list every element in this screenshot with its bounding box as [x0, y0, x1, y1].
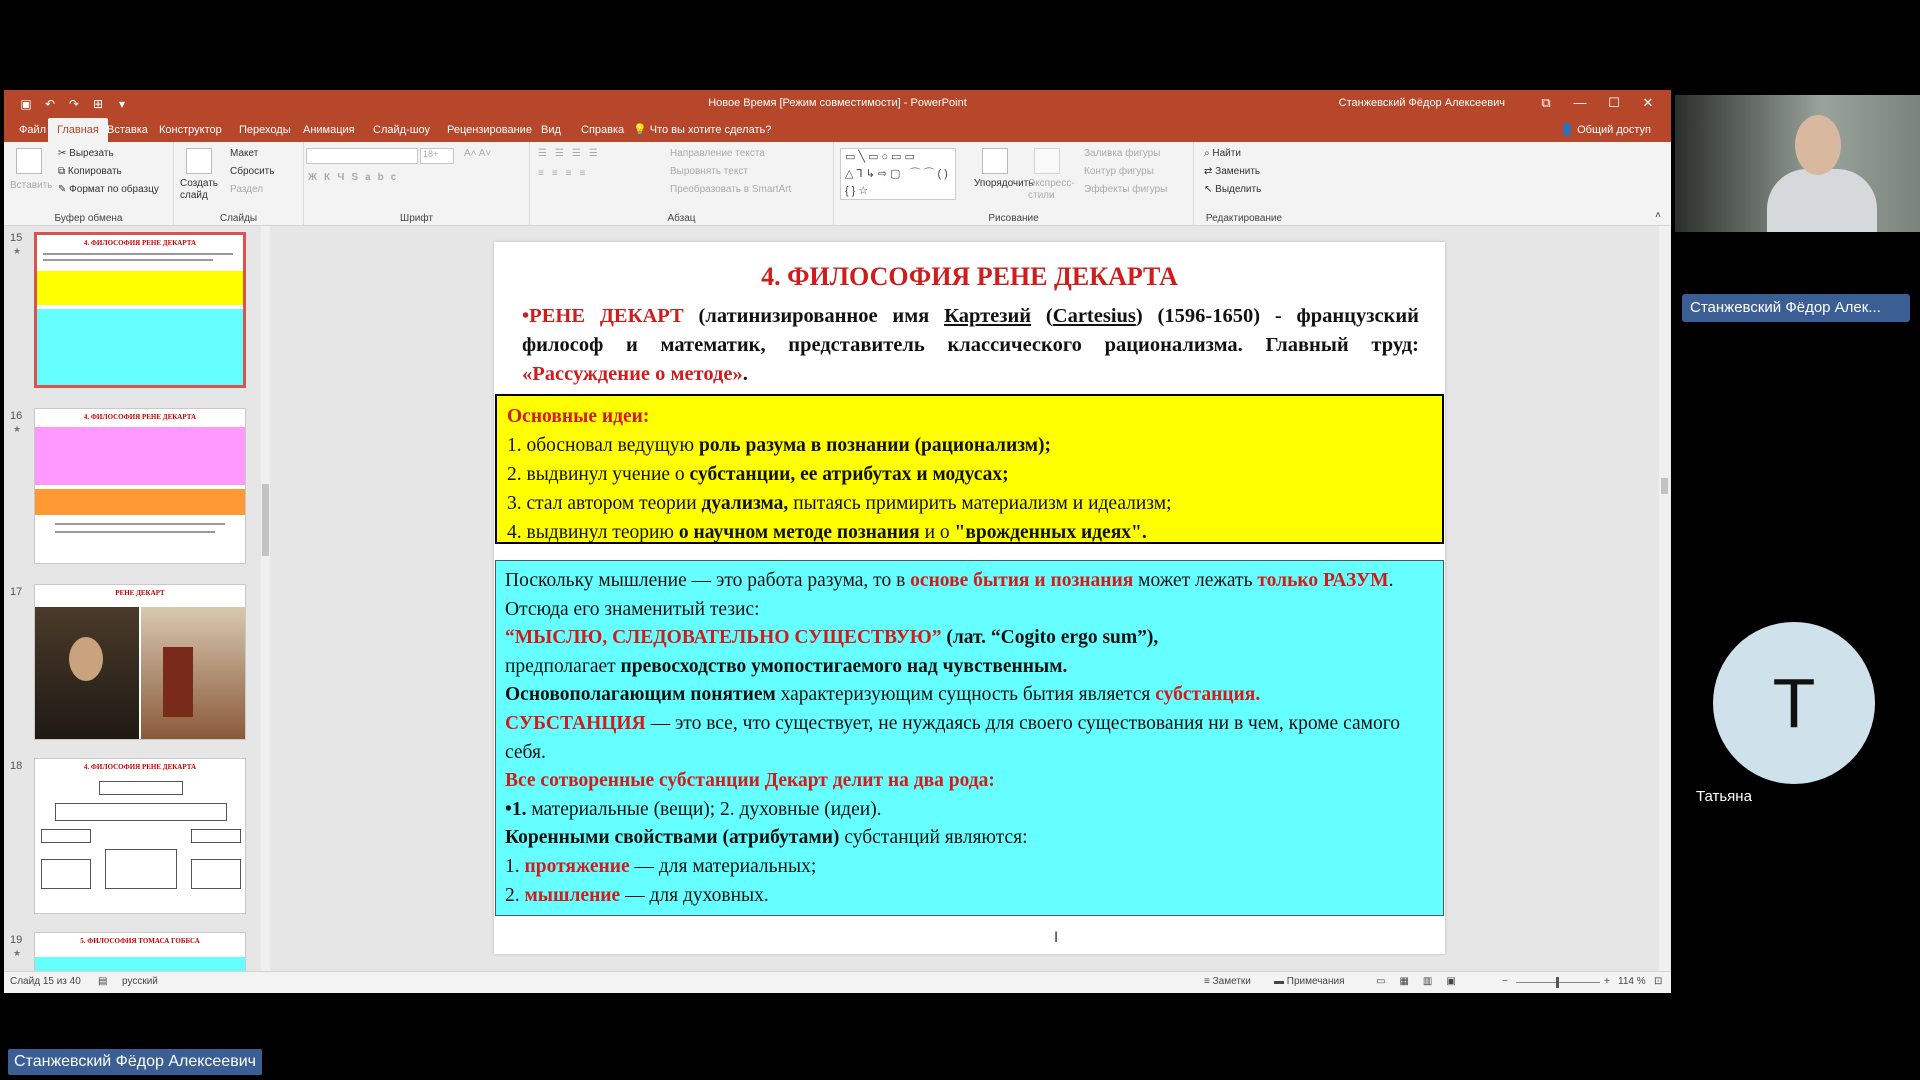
group-label-clipboard: Буфер обмена [54, 213, 123, 224]
tab-animations[interactable]: Анимация [303, 124, 355, 136]
main-ideas-box [495, 394, 1444, 544]
zoom-level[interactable]: 114 % [1618, 976, 1646, 987]
body-highlight: только РАЗУМ [1257, 570, 1389, 591]
slide-canvas[interactable] [494, 242, 1445, 954]
person-face [1795, 115, 1841, 175]
animation-star-icon: ★ [13, 424, 22, 434]
format-painter-label: Формат по образцу [69, 184, 159, 195]
body-text: субстанций являются: [839, 827, 1028, 849]
diagram-box [55, 803, 227, 821]
paste-icon[interactable] [16, 148, 42, 174]
thumb-line [55, 531, 215, 533]
portrait-image [35, 607, 139, 739]
body-highlight: “МЫСЛЮ, СЛЕДОВАТЕЛЬНО СУЩЕСТВУЮ” [505, 627, 942, 649]
idea-bold: дуализма, [701, 493, 789, 514]
thumb-title: 4. ФИЛОСОФИЯ РЕНЕ ДЕКАРТА [83, 763, 197, 771]
person-icon: 👤 [1560, 124, 1575, 136]
intro-text: . [742, 363, 748, 385]
painting-image [141, 607, 245, 739]
zoom-in-icon[interactable]: + [1604, 976, 1610, 987]
thumb-cyan-block [37, 309, 243, 387]
body-highlight: Все сотворенные субстанции Декарт делит на два рода: [505, 770, 995, 792]
thumb-line [55, 523, 225, 525]
shape-effects-button[interactable]: Эффекты фигуры [1084, 184, 1168, 195]
body-highlight: мышление [524, 884, 621, 906]
font-grow-icon[interactable]: A˄ A˅ [464, 148, 492, 159]
thumbnail-slide-17[interactable] [34, 584, 246, 740]
font-size-combo[interactable]: 18+ [420, 148, 454, 164]
cogito-box [495, 560, 1444, 916]
group-label-editing: Редактирование [1205, 213, 1283, 224]
diagram-box [191, 859, 241, 889]
ideas-title: Основные идеи: [507, 406, 650, 427]
section-button[interactable]: Раздел [230, 184, 264, 195]
idea-text: и о [919, 522, 955, 543]
group-label-font: Шрифт [400, 213, 433, 224]
thumb-number: 16 [10, 410, 23, 422]
tab-review[interactable]: Рецензирование [447, 124, 532, 136]
slide-thumbnails-pane [4, 226, 270, 971]
group-clipboard [4, 142, 174, 226]
thumbnail-slide-15[interactable] [34, 232, 246, 388]
participant-camera-video [1675, 95, 1920, 232]
intro-name: •РЕНЕ ДЕКАРТ [522, 305, 684, 327]
tab-transitions[interactable]: Переходы [239, 124, 291, 136]
start-slideshow-icon[interactable]: ⊞ [92, 97, 104, 111]
powerpoint-window [4, 90, 1671, 993]
ribbon-home [4, 142, 1671, 226]
idea-3 [507, 489, 1432, 518]
minimize-button[interactable]: — [1573, 95, 1587, 110]
share-label: Общий доступ [1577, 124, 1651, 136]
intro-text: ) (1596-1650) - французский философ и математик, представитель классического рационализма. Главный труд: [522, 305, 1419, 356]
body-paragraph-2 [505, 624, 1434, 653]
body-highlight: СУБСТАНЦИЯ [505, 712, 646, 734]
thumb-title: 4. ФИЛОСОФИЯ РЕНЕ ДЕКАРТА [83, 413, 197, 421]
diagram-box [105, 849, 177, 889]
body-text: . Отсюда его знаменитый тезис: [505, 570, 1394, 620]
smartart-button[interactable]: Преобразовать в SmartArt [670, 184, 792, 195]
body-paragraph-8 [505, 824, 1434, 853]
scissors-icon: ✂ [58, 148, 70, 159]
body-paragraph-9 [505, 853, 1434, 882]
brush-icon: ✎ [58, 184, 70, 195]
shapes-gallery[interactable]: ▭╲▭○▭▭ △⅂↳⇨▢ ⌒⌒(){}☆ [840, 148, 956, 200]
ribbon-tabs [4, 118, 1671, 142]
tab-design[interactable]: Конструктор [159, 124, 222, 136]
thumb-number: 19 [10, 934, 23, 946]
idea-4 [507, 518, 1432, 547]
replace-icon: ⇄ [1204, 166, 1216, 177]
body-text: характеризующим сущность бытия является [775, 684, 1156, 706]
thumb-title: 5. ФИЛОСОФИЯ ТОМАСА ГОББСА [80, 937, 200, 945]
quick-styles-button[interactable]: Экспресс-стили [1028, 178, 1075, 201]
replace-label: Заменить [1215, 166, 1261, 177]
body-text: предполагает [505, 655, 621, 677]
layout-button[interactable]: Макет [230, 148, 259, 159]
body-paragraph-6 [505, 767, 1434, 796]
search-icon: ⌕ [1204, 148, 1213, 159]
idea-text: пытаясь примирить материализм и идеализм; [788, 493, 1172, 514]
animation-star-icon: ★ [13, 948, 22, 958]
presenter-name-label: Станжевский Фёдор Алексеевич [8, 1049, 262, 1075]
shape-outline-button[interactable]: Контур фигуры [1084, 166, 1154, 177]
copy-icon: ⧉ [58, 166, 68, 177]
align-buttons[interactable]: ≡≡≡≡ [538, 168, 594, 179]
replace-button[interactable] [1204, 166, 1260, 177]
lightbulb-icon: 💡 [633, 124, 647, 136]
group-paragraph [530, 142, 834, 226]
intro-work: «Рассуждение о методе» [522, 363, 743, 385]
group-drawing [834, 142, 1194, 226]
person-body [1767, 169, 1877, 232]
tab-slideshow[interactable]: Слайд-шоу [373, 124, 431, 136]
idea-bold: о научном методе познания [678, 522, 920, 543]
body-paragraph-5 [505, 710, 1434, 767]
thumb-line [43, 253, 233, 255]
find-button[interactable] [1204, 148, 1241, 159]
participant-name: Татьяна [1696, 788, 1752, 805]
new-slide-button[interactable]: Создать слайд [180, 178, 219, 201]
align-text-button[interactable]: Выровнять текст [670, 166, 748, 177]
tell-me-search[interactable] [624, 118, 780, 142]
workspace [4, 226, 1671, 971]
slide-counter: Слайд 15 из 40 [10, 976, 81, 987]
painting-figure [163, 647, 193, 717]
find-label: Найти [1212, 148, 1241, 159]
body-paragraph-4 [505, 681, 1434, 710]
font-name-combo[interactable] [306, 148, 418, 164]
thumb-line [43, 259, 213, 261]
zoom-slider-thumb[interactable] [1556, 977, 1559, 988]
thumb-title: РЕНЕ ДЕКАРТ [115, 589, 165, 597]
body-paragraph-10 [505, 882, 1434, 911]
idea-2 [507, 460, 1432, 489]
maximize-button[interactable]: ☐ [1608, 95, 1620, 110]
diagram-box [191, 829, 241, 843]
arrange-icon[interactable] [982, 148, 1008, 174]
spellcheck-icon[interactable]: ▤ [98, 976, 108, 987]
zoom-out-icon[interactable]: − [1502, 976, 1508, 987]
group-font [304, 142, 530, 226]
quick-styles-icon[interactable] [1034, 148, 1060, 174]
cut-button[interactable] [58, 148, 114, 159]
redo-icon[interactable]: ↷ [68, 97, 80, 111]
text-cursor-icon: I [1054, 930, 1059, 946]
idea-text: 1. обосновал ведущую [507, 435, 700, 456]
comment-icon: ▬ [1274, 976, 1287, 987]
diagram-box [41, 829, 91, 843]
thumbnail-slide-18[interactable] [34, 758, 246, 914]
slide-scrollbar[interactable] [1659, 226, 1670, 971]
body-bold: (лат. “Cogito ergo sum”), [941, 627, 1159, 649]
intro-text: ( [1031, 305, 1053, 327]
intro-text: (латинизированное имя [683, 305, 945, 327]
intro-latin-name-2: Cartesius [1052, 305, 1136, 327]
new-slide-icon[interactable] [186, 148, 212, 174]
body-text: Поскольку мышление — это работа разума, то в [505, 570, 911, 591]
idea-text: 4. выдвинул теорию [507, 522, 679, 543]
scrollbar-thumb[interactable] [1661, 478, 1668, 494]
comments-button[interactable] [1274, 976, 1345, 987]
idea-1 [507, 431, 1432, 460]
body-paragraph-1 [505, 567, 1434, 624]
idea-bold: роль разума в познании (рационализм); [699, 435, 1052, 456]
paste-button[interactable]: Вставить [10, 180, 53, 191]
idea-bold: субстанции, ее атрибутах и модусах; [689, 464, 1009, 485]
tab-home[interactable]: Главная [48, 118, 108, 142]
intro-latin-name: Картезий [944, 305, 1032, 327]
body-text: 2. [505, 884, 525, 906]
body-highlight: субстанция. [1155, 684, 1261, 706]
window-controls [1529, 94, 1665, 112]
camera-participant-name: Станжевский Фёдор Алек... [1682, 294, 1910, 322]
tab-file[interactable]: Файл [19, 124, 47, 136]
cut-label: Вырезать [69, 148, 114, 159]
reset-button[interactable]: Сбросить [230, 166, 275, 177]
notes-button[interactable] [1204, 976, 1251, 987]
tab-help[interactable]: Справка [581, 124, 625, 136]
undo-icon[interactable]: ↶ [44, 97, 56, 111]
account-name[interactable]: Станжевский Фёдор Алексеевич [1338, 97, 1505, 109]
customize-qat-icon[interactable]: ▾ [118, 97, 126, 111]
window-title: Новое Время [Режим совместимости] - PowerPoint [708, 97, 967, 109]
collapse-ribbon-icon[interactable]: ˄ [1655, 210, 1661, 221]
comments-label: Примечания [1286, 976, 1345, 987]
thumb-orange-block [35, 489, 245, 515]
tab-view[interactable]: Вид [541, 124, 561, 136]
group-label-paragraph: Абзац [667, 213, 696, 224]
group-label-drawing: Рисование [988, 213, 1039, 224]
body-bold: Коренными свойствами (атрибутами) [505, 827, 840, 849]
body-text: 1. [505, 855, 525, 877]
portrait-face [69, 637, 103, 681]
cursor-icon: ↖ [1204, 184, 1216, 195]
language-indicator[interactable]: русский [122, 976, 158, 987]
scrollbar-thumb[interactable] [262, 484, 269, 556]
notes-icon: ≡ [1204, 976, 1213, 987]
body-paragraph-7 [505, 796, 1434, 825]
zoom-slider[interactable] [1516, 982, 1600, 983]
view-buttons[interactable]: ▭▦▥▣ [1376, 976, 1470, 987]
participant-avatar: Т [1713, 622, 1875, 784]
copy-button[interactable] [58, 166, 122, 177]
format-painter-button[interactable] [58, 184, 159, 195]
group-label-slides: Слайды [219, 213, 258, 224]
save-icon[interactable]: ▣ [20, 97, 32, 111]
group-slides [174, 142, 304, 226]
body-bold: превосходство умопостигаемого над чувственным. [620, 655, 1068, 677]
idea-text: 2. выдвинул учение о [507, 464, 690, 485]
body-bold: Основополагающим понятием [505, 684, 776, 706]
body-text: может лежать [1133, 570, 1258, 591]
thumb-cyan-block [35, 957, 245, 971]
thumbnails-scrollbar[interactable] [261, 226, 270, 971]
title-bar [4, 90, 1671, 118]
thumb-number: 17 [10, 586, 23, 598]
thumb-yellow-block [37, 271, 243, 305]
font-format-buttons[interactable]: ЖКЧSabc [308, 172, 404, 183]
animation-star-icon: ★ [13, 246, 22, 256]
body-bold: •1. [505, 798, 527, 820]
body-highlight: протяжение [524, 855, 630, 877]
shape-fill-button[interactable]: Заливка фигуры [1084, 148, 1161, 159]
copy-label: Копировать [67, 166, 122, 177]
idea-text: 3. стал автором теории [507, 493, 702, 514]
group-editing [1194, 142, 1294, 226]
body-highlight: основе бытия и познания [910, 570, 1134, 591]
thumb-number: 15 [10, 232, 23, 244]
status-bar [4, 971, 1671, 993]
body-text: — для духовных. [620, 884, 769, 906]
tell-me-label: Что вы хотите сделать? [649, 124, 772, 136]
share-button[interactable] [1560, 118, 1651, 142]
body-text: материальные (вещи); 2. духовные (идеи). [526, 798, 882, 820]
body-text: — это все, что существует, не нуждаясь для своего существования ни в чем, кроме самого себя. [505, 712, 1400, 763]
select-button[interactable] [1204, 184, 1261, 195]
diagram-box [41, 859, 91, 889]
close-button[interactable]: ✕ [1642, 95, 1654, 110]
thumb-pink-block [35, 427, 245, 485]
ribbon-display-options-icon[interactable]: ⧉ [1541, 95, 1551, 110]
slide-intro [522, 302, 1419, 389]
slide-title: 4. ФИЛОСОФИЯ РЕНЕ ДЕКАРТА [761, 262, 1178, 291]
body-text: — для материальных; [629, 855, 817, 877]
idea-bold: "врожденных идеях". [954, 522, 1147, 543]
notes-label: Заметки [1212, 976, 1251, 987]
diagram-box [99, 781, 183, 795]
fit-slide-icon[interactable]: ⊡ [1654, 976, 1663, 987]
arrange-button[interactable]: Упорядочить [974, 178, 1034, 189]
thumb-title: 4. ФИЛОСОФИЯ РЕНЕ ДЕКАРТА [83, 239, 197, 247]
thumbnail-slide-16[interactable] [34, 408, 246, 564]
list-buttons[interactable]: ☰☰☰☰ [538, 148, 606, 159]
thumb-number: 18 [10, 760, 23, 772]
thumbnail-slide-19[interactable] [34, 932, 246, 971]
body-paragraph-3 [505, 653, 1434, 682]
select-label: Выделить [1215, 184, 1262, 195]
tab-insert[interactable]: Вставка [107, 124, 148, 136]
text-direction-button[interactable]: Направление текста [670, 148, 765, 159]
